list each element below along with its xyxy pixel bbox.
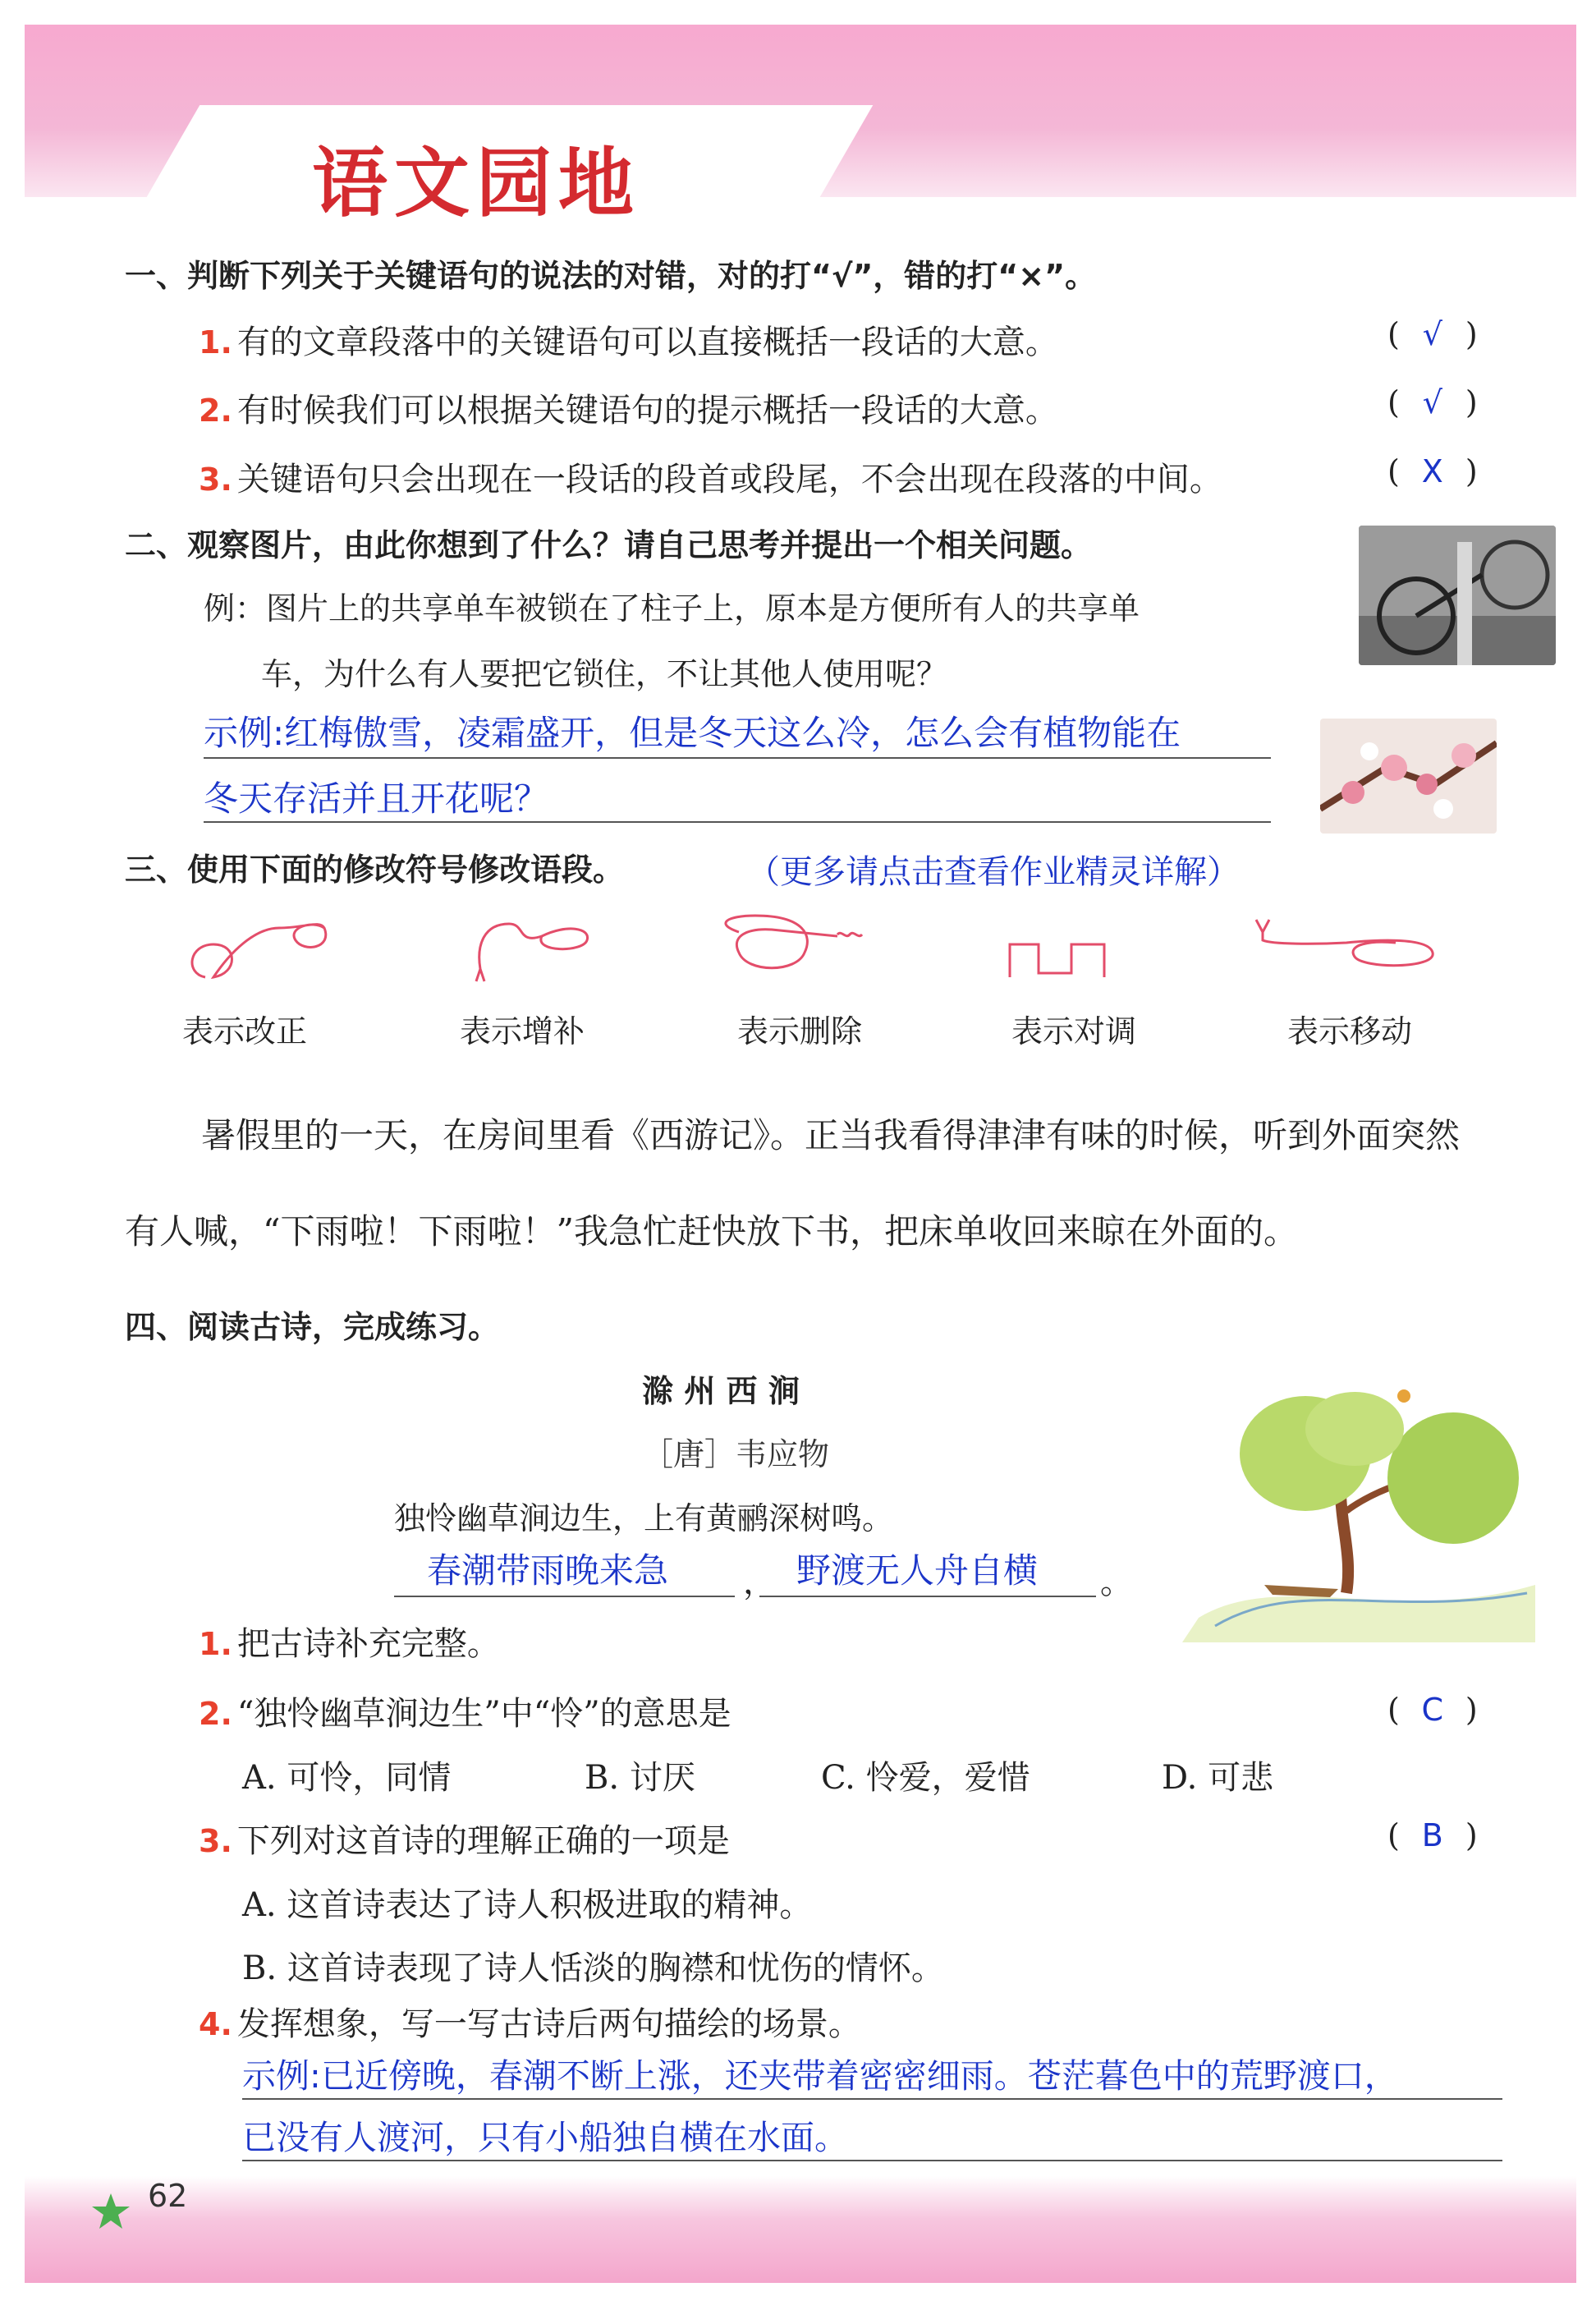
poem-author: ［唐］韦应物 [642,1436,830,1472]
s1-item-2 [199,384,1058,431]
willow-river-illustration [1182,1380,1543,1642]
q4-answer-line-2: 已没有人渡河，只有小船独自横在水面。 [242,2118,848,2157]
poem-fill-1: 春潮带雨晚来急 [427,1550,669,1591]
answer-mark: √ [1422,384,1442,420]
answer-mark: √ [1422,316,1442,352]
section-4-heading: 四、阅读古诗，完成练习。 [125,1309,500,1345]
q3-option-b: B. 这首诗表现了诗人恬淡的胸襟和忧伤的情怀。 [242,1949,944,1987]
symbol-label-insert: 表示增补 [460,1013,585,1049]
q1 [199,1618,500,1665]
poem-fill-2: 野渡无人舟自横 [796,1550,1039,1591]
question-number: 3. [199,1823,232,1859]
revision-symbols [181,903,1461,994]
swap-symbol [1010,944,1104,977]
page-number: 62 [148,2178,188,2214]
s3-paragraph-line-2: 有人喊，“下雨啦！下雨啦！”我急忙赶快放下书，把床单收回来晾在外面的。 [125,1211,1298,1251]
s1-answer-2: ( √ ) [1387,384,1478,420]
q3 [199,1815,730,1862]
symbol-label-swap: 表示对调 [1011,1013,1137,1049]
question-number: 1. [199,1626,232,1662]
poem-title: 滁 州 西 涧 [642,1373,800,1409]
q2-option-c: C. 怜爱，爱惜 [821,1759,1030,1797]
fill-underline-2 [759,1596,1096,1597]
q2-answer: ( C ) [1387,1692,1478,1728]
page-title: 语文园地 [312,140,641,227]
q2 [199,1688,732,1734]
section-1-heading: 一、判断下列关于关键语句的说法的对错，对的打“√”，错的打“×”。 [125,258,1097,294]
symbol-label-move: 表示移动 [1287,1013,1413,1049]
s1-answer-3: ( X ) [1387,453,1478,489]
answer-underline [204,757,1271,759]
footer-band [25,2176,1576,2283]
question-text: “独怜幽草涧边生”中“怜”的意思是 [236,1695,732,1733]
s2-answer-line-2: 冬天存活并且开花呢？ [204,778,549,819]
s2-example-line-2: 车，为什么有人要把它锁住，不让其他人使用呢？ [261,656,948,692]
s2-example-line-1: 例：图片上的共享单车被锁在了柱子上，原本是方便所有人的共享单 [204,590,1140,627]
answer-underline [242,2098,1502,2100]
star-icon [90,2191,131,2232]
s1-item-3 [199,453,1222,500]
item-number: 3. [199,462,232,498]
plum-blossom-photo [1320,719,1497,834]
answer-mark: X [1421,453,1443,489]
symbol-label-delete: 表示删除 [737,1013,863,1049]
q3-answer: ( B ) [1387,1817,1478,1853]
poem-comma: ， [743,1564,776,1601]
answer-underline [242,2160,1502,2161]
question-number: 4. [199,2006,232,2042]
question-text: 下列对这首诗的理解正确的一项是 [236,1822,730,1860]
item-number: 1. [199,324,232,361]
answer-choice: C [1421,1692,1444,1728]
poem-line-1: 独怜幽草涧边生，上有黄鹂深树鸣。 [394,1500,894,1536]
s1-answer-1: ( √ ) [1387,316,1478,352]
section-2-heading: 二、观察图片，由此你想到了什么？请自己思考并提出一个相关问题。 [125,527,1093,563]
q4 [199,1998,861,2045]
move-symbol [1256,920,1433,966]
item-text: 关键语句只会出现在一段话的段首或段尾，不会出现在段落的中间。 [236,461,1222,498]
q4-answer-line-1: 示例:已近傍晚，春潮不断上涨，还夹带着密密细雨。苍茫暮色中的荒野渡口， [242,2056,1398,2096]
question-text: 发挥想象，写一写古诗后两句描绘的场景。 [236,2005,861,2043]
q2-option-a: A. 可怜，同情 [242,1759,452,1797]
item-number: 2. [199,393,232,429]
s1-item-1 [199,316,1058,363]
answer-choice: B [1421,1817,1443,1853]
fill-underline-1 [394,1596,735,1597]
item-text: 有的文章段落中的关键语句可以直接概括一段话的大意。 [236,324,1058,361]
section-3-heading: 三、使用下面的修改符号修改语段。 [125,852,625,888]
answer-underline [204,821,1271,823]
s2-answer-line-1: 示例:红梅傲雪，凌霜盛开，但是冬天这么冷，怎么会有植物能在 [204,713,1181,753]
item-text: 有时候我们可以根据关键语句的提示概括一段话的大意。 [236,392,1058,429]
correction-symbol [192,925,326,977]
question-text: 把古诗补充完整。 [236,1625,500,1663]
q2-option-d: D. 可悲 [1162,1759,1274,1797]
symbol-label-correct: 表示改正 [182,1013,308,1049]
more-detail-link[interactable]: （更多请点击查看作业精灵详解） [747,853,1240,891]
deletion-symbol [726,916,862,968]
bicycle-photo [1359,526,1556,665]
poem-period: 。 [1100,1564,1133,1601]
q3-option-a: A. 这首诗表达了诗人积极进取的精神。 [242,1886,813,1924]
q2-option-b: B. 讨厌 [585,1759,695,1797]
question-number: 2. [199,1696,232,1732]
s3-paragraph-line-1: 暑假里的一天，在房间里看《西游记》。正当我看得津津有味的时候，听到外面突然 [201,1115,1461,1155]
insertion-symbol [476,924,588,981]
